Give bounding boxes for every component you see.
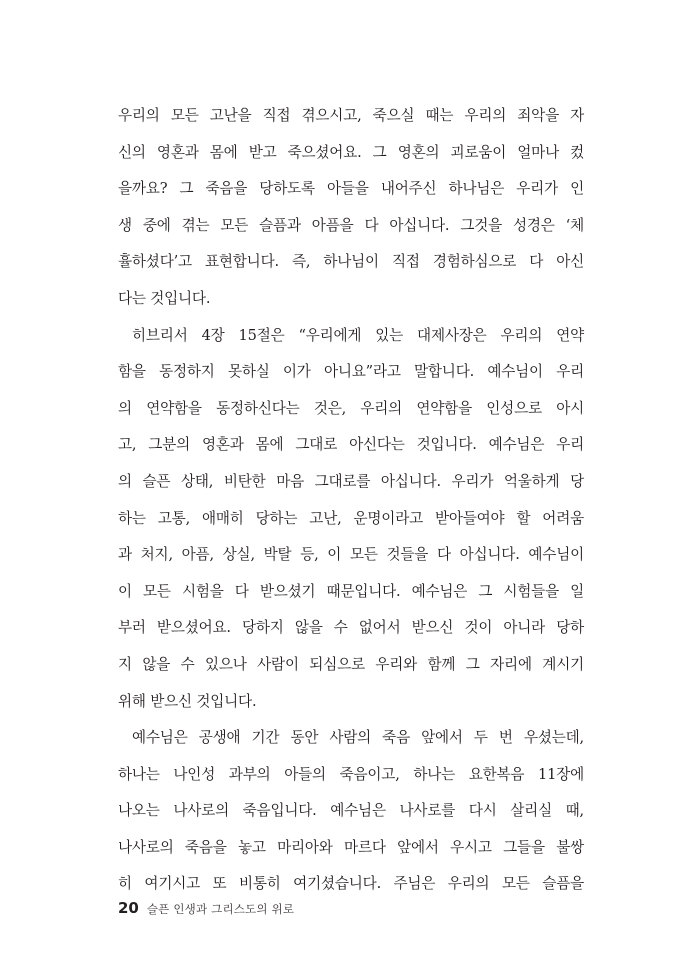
text-line: 나오는 나사로의 죽음입니다. 예수님은 나사로를 다시 살리실 때, bbox=[118, 802, 584, 820]
text-line: 나사로의 죽음을 놓고 마리아와 마르다 앞에서 우시고 그들을 불쌍 bbox=[118, 838, 584, 856]
text-line: 을까요? 그 죽음을 당하도록 아들을 내어주신 하나님은 우리가 인 bbox=[118, 180, 584, 198]
page-footer bbox=[118, 899, 294, 921]
text-line: 다는 것입니다. bbox=[118, 289, 211, 307]
text-line: 부러 받으셨어요. 당하지 않을 수 없어서 받으신 것이 아니라 당하 bbox=[118, 619, 584, 637]
text-line: 과 처지, 아픔, 상실, 박탈 등, 이 모든 것들을 다 아십니다. 예수님이 bbox=[118, 546, 584, 564]
text-line: 지 않을 수 있으나 사람이 되심으로 우리와 함께 그 자리에 계시기 bbox=[118, 655, 584, 673]
text-line: 휼하셨다’고 표현합니다. 즉, 하나님이 직접 경험하심으로 다 아신 bbox=[118, 253, 584, 271]
page-number: 20 bbox=[118, 899, 139, 917]
text-line: 예수님은 공생애 기간 동안 사람의 죽음 앞에서 두 번 우셨는데, bbox=[132, 729, 584, 747]
text-line: 하는 고통, 애매히 당하는 고난, 운명이라고 받아들여야 할 어려움 bbox=[118, 509, 584, 527]
text-line: 우리의 모든 고난을 직접 겪으시고, 죽으실 때는 우리의 죄악을 자 bbox=[118, 107, 584, 124]
text-line: 의 슬픈 상태, 비탄한 마음 그대로를 아십니다. 우리가 억울하게 당 bbox=[118, 472, 584, 490]
paragraph-1 bbox=[118, 98, 584, 318]
running-title: 슬픈 인생과 그리스도의 위로 bbox=[146, 902, 295, 916]
text-line: 히브리서 4장 15절은 “우리에게 있는 대제사장은 우리의 연약 bbox=[132, 326, 584, 344]
body-text bbox=[118, 98, 584, 903]
text-line: 위해 받으신 것입니다. bbox=[118, 692, 257, 710]
text-line: 생 중에 겪는 모든 슬픔과 아픔을 다 아십니다. 그것을 성경은 ‘체 bbox=[118, 216, 584, 234]
text-line: 하나는 나인성 과부의 아들의 죽음이고, 하나는 요한복음 11장에 bbox=[118, 765, 584, 783]
text-line: 함을 동정하지 못하실 이가 아니요”라고 말합니다. 예수님이 우리 bbox=[118, 363, 584, 381]
text-line: 신의 영혼과 몸에 받고 죽으셨어요. 그 영혼의 괴로움이 얼마나 컸 bbox=[118, 143, 584, 161]
text-line: 고, 그분의 영혼과 몸에 그대로 아신다는 것입니다. 예수님은 우리 bbox=[118, 436, 584, 454]
paragraph-3 bbox=[118, 720, 584, 903]
paragraph-2 bbox=[118, 318, 584, 721]
text-line: 의 연약함을 동정하신다는 것은, 우리의 연약함을 인성으로 아시 bbox=[118, 399, 584, 417]
text-line: 히 여기시고 또 비통히 여기셨습니다. 주님은 우리의 모든 슬픔을 bbox=[118, 875, 584, 893]
text-line: 이 모든 시험을 다 받으셨기 때문입니다. 예수님은 그 시험들을 일 bbox=[118, 582, 584, 600]
